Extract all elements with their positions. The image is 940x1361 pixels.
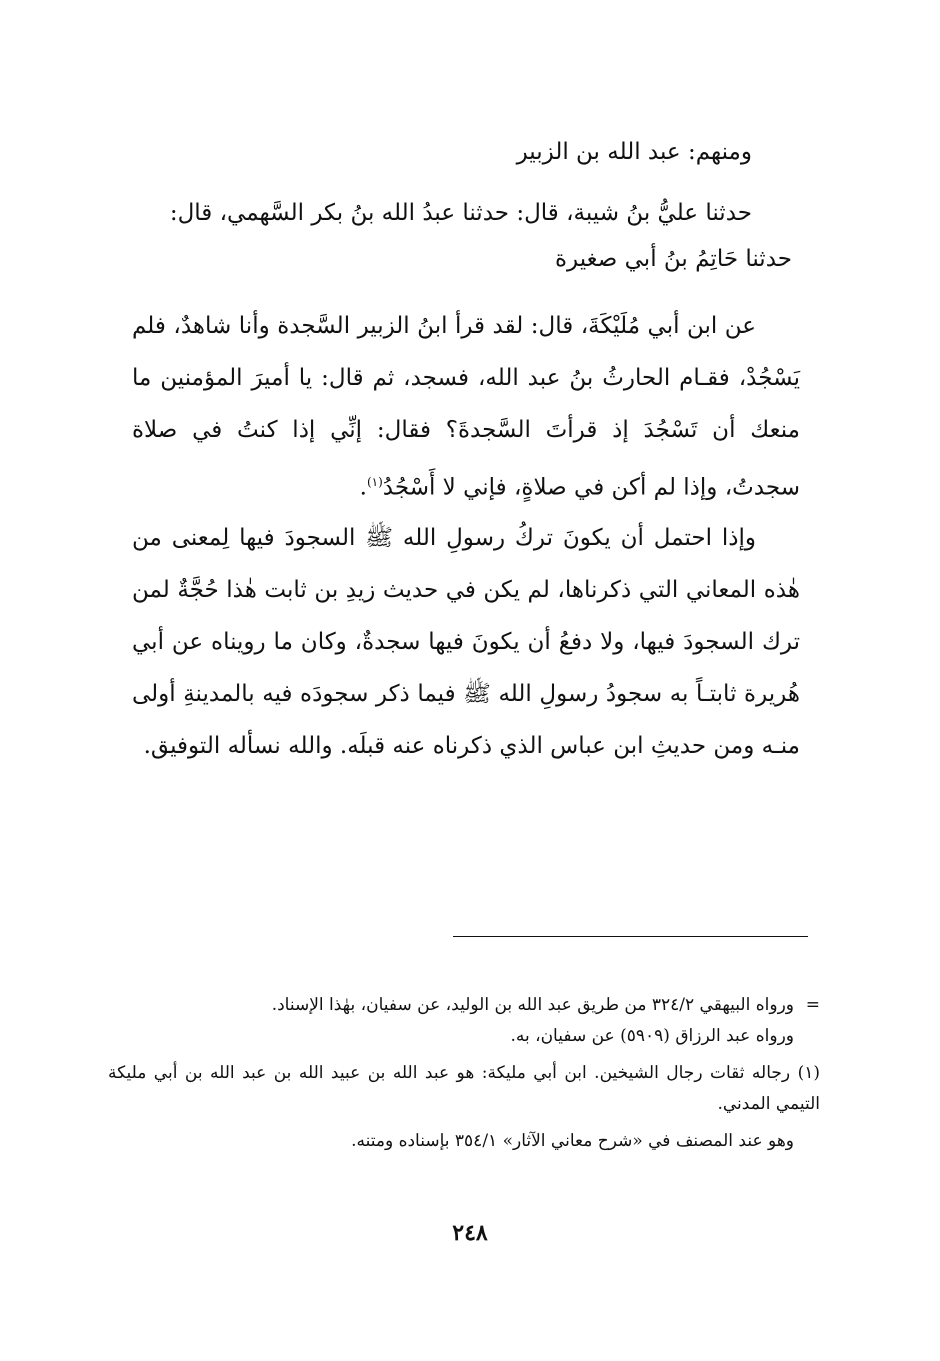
footnote-marker: = — [805, 995, 820, 1015]
footnote-1 — [108, 1058, 820, 1120]
footnote-text: وهو عند المصنف في «شرح معاني الآثار» ٣٥٤/١ بإسناده ومتنه. — [351, 1131, 794, 1151]
commentary-text: وإذا احتمل أن يكونَ تركُ رسولِ الله ﷺ السجودَ فيها لِمعنى من هٰذه المعاني التي ذكرناها، لم يكن في حديث زيدِ بن ثابت هٰذا حُجَّةٌ لمن ترك السجودَ فيها، ولا دفعُ أن يكونَ فيها سجدةٌ، وكان ما رويناه عن أبي هُريرة ثابتـاً به سجودُ رسولِ الله ﷺ فيما ذكر سجودَه فيه بالمدينةِ أولى منـه ومن حديثِ ابن عباس الذي ذكرناه عنه قبلَه. والله نسأله التوفيق. — [132, 525, 800, 759]
footnote-separator — [453, 936, 808, 937]
hadith-paragraph — [132, 300, 800, 514]
page-number: ٢٤٨ — [452, 1220, 488, 1246]
isnad-line-1: حدثنا عليُّ بنُ شيبة، قال: حدثنا عبدُ الله بنُ بكر السَّهمي، قال: — [169, 200, 752, 226]
footnote-continued — [108, 990, 820, 1052]
footnote-1-additional — [108, 1126, 820, 1157]
footnote-text: رجاله ثقات رجال الشيخين. ابن أبي مليكة: هو عبد الله بن عبيد الله بن عبد الله بن أبي مليكة التيمي المدني. — [108, 1063, 820, 1114]
footnote-text: ورواه عبد الرزاق (٥٩٠٩) عن سفيان، به. — [510, 1026, 794, 1046]
footnote-text: ورواه البيهقي ٣٢٤/٢ من طريق عبد الله بن الوليد، عن سفيان، بهٰذا الإسناد. — [271, 995, 794, 1015]
footnote-marker: (١) — [797, 1063, 820, 1083]
isnad-line-2: حدثنا حَاتِمُ بنُ أبي صغيرة — [555, 246, 792, 272]
commentary-paragraph — [132, 512, 800, 772]
footnote-reference: (١) — [366, 475, 383, 489]
hadith-end: . — [359, 474, 367, 501]
footnotes-section — [108, 990, 820, 1163]
hadith-text: عن ابن أبي مُلَيْكَةَ، قال: لقد قرأ ابنُ الزبير السَّجدة وأنا شاهدٌ، فلم يَسْجُدْ، فقـام الحارثُ بنُ عبد الله، فسجد، ثم قال: يا أميرَ المؤمنين ما منعك أن تَسْجُدَ إذ قرأتَ السَّجدةَ؟ فقال: إنِّي إذا كنتُ في صلاة سجدتُ، وإذا لم أكن في صلاةٍ، فإني لا أَسْجُدُ — [132, 313, 800, 501]
isnad-chain — [130, 190, 792, 282]
section-heading: ومنهم: عبد الله بن الزبير — [516, 139, 752, 165]
